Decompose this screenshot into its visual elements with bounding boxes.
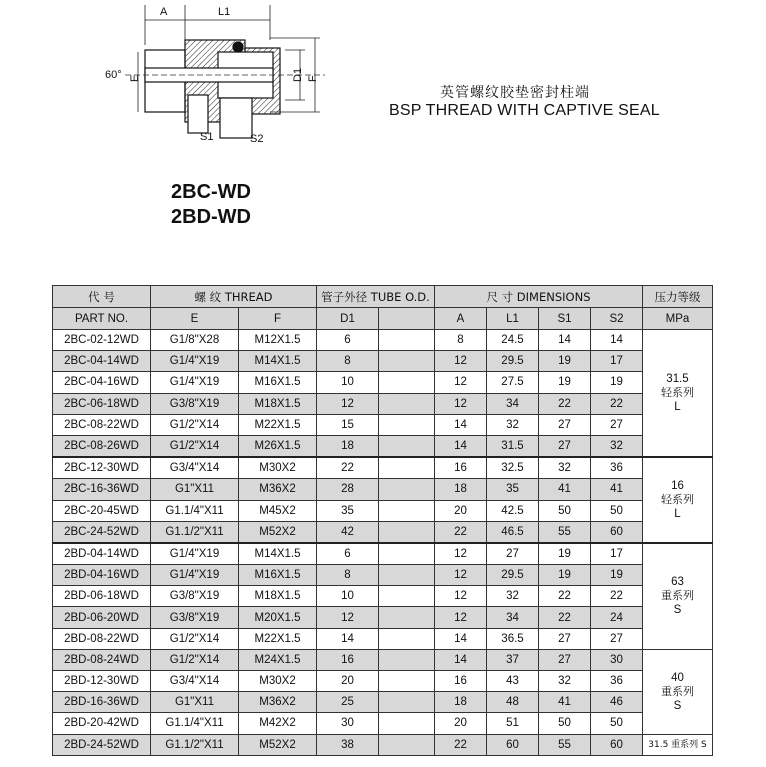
- header-e: E: [151, 308, 239, 330]
- cell-dim-s2: 41: [591, 479, 643, 500]
- cell-dim-l1: 48: [487, 692, 539, 713]
- cell-dim-s2: 19: [591, 372, 643, 393]
- pressure-value: 16: [671, 480, 684, 492]
- cell-tube-d1: 25: [317, 692, 379, 713]
- header-row-2: [53, 308, 713, 330]
- cell-dim-l1: 37: [487, 649, 539, 670]
- cell-thread-f: M30X2: [239, 671, 317, 692]
- cell-tube-blank: [379, 586, 435, 607]
- cell-tube-d1: 38: [317, 734, 379, 755]
- cell-dim-s1: 27: [539, 649, 591, 670]
- cell-dim-a: 14: [435, 628, 487, 649]
- cell-tube-d1: 8: [317, 351, 379, 372]
- cell-tube-blank: [379, 457, 435, 479]
- table-row: [53, 351, 713, 372]
- cell-tube-d1: 18: [317, 435, 379, 457]
- cell-tube-blank: [379, 565, 435, 586]
- cell-part-no: 2BC-04-16WD: [53, 372, 151, 393]
- header-mpa: MPa: [643, 308, 713, 330]
- table-row: [53, 565, 713, 586]
- model-name-2bd: 2BD-WD: [171, 206, 251, 228]
- cell-thread-e: G1/2"X14: [151, 435, 239, 457]
- cell-dim-s2: 46: [591, 692, 643, 713]
- pressure-code: L: [674, 401, 681, 414]
- cell-tube-blank: [379, 393, 435, 414]
- cell-dim-s1: 32: [539, 671, 591, 692]
- pressure-group: [643, 330, 713, 458]
- cell-part-no: 2BD-04-16WD: [53, 565, 151, 586]
- cell-dim-s1: 32: [539, 457, 591, 479]
- pressure-group: [643, 734, 713, 755]
- cell-tube-blank: [379, 671, 435, 692]
- fitting-technical-drawing: [100, 0, 340, 150]
- cell-dim-s1: 19: [539, 543, 591, 565]
- header-s2: S2: [591, 308, 643, 330]
- cell-thread-f: M26X1.5: [239, 435, 317, 457]
- cell-dim-a: 14: [435, 649, 487, 670]
- cell-tube-d1: 14: [317, 628, 379, 649]
- cell-part-no: 2BD-12-30WD: [53, 671, 151, 692]
- header-pressure: 压力等级: [643, 286, 713, 308]
- cell-dim-s2: 36: [591, 671, 643, 692]
- cell-tube-blank: [379, 414, 435, 435]
- cell-dim-s1: 27: [539, 414, 591, 435]
- cell-thread-e: G1/8"X28: [151, 330, 239, 351]
- cell-thread-f: M12X1.5: [239, 330, 317, 351]
- cell-dim-s1: 19: [539, 351, 591, 372]
- cell-thread-e: G1/2"X14: [151, 628, 239, 649]
- cell-dim-s1: 50: [539, 500, 591, 521]
- cell-dim-s2: 32: [591, 435, 643, 457]
- cell-tube-d1: 28: [317, 479, 379, 500]
- cell-dim-l1: 29.5: [487, 565, 539, 586]
- cell-thread-f: M14X1.5: [239, 351, 317, 372]
- header-thread: 螺 纹 THREAD: [151, 286, 317, 308]
- table-row: [53, 607, 713, 628]
- cell-dim-a: 12: [435, 543, 487, 565]
- cell-tube-blank: [379, 713, 435, 734]
- table-row: [53, 628, 713, 649]
- dim-label-e: E: [129, 74, 141, 82]
- cell-dim-s1: 55: [539, 521, 591, 543]
- cell-tube-blank: [379, 500, 435, 521]
- header-row-1: [53, 286, 713, 308]
- cell-dim-l1: 34: [487, 393, 539, 414]
- cell-dim-a: 12: [435, 586, 487, 607]
- cell-tube-d1: 20: [317, 671, 379, 692]
- cell-dim-a: 12: [435, 351, 487, 372]
- cell-dim-a: 12: [435, 372, 487, 393]
- cell-dim-l1: 32.5: [487, 457, 539, 479]
- cell-thread-e: G1.1/4"X11: [151, 500, 239, 521]
- cell-dim-a: 12: [435, 393, 487, 414]
- table-row: [53, 734, 713, 755]
- cell-dim-s2: 19: [591, 565, 643, 586]
- header-code: 代 号: [53, 286, 151, 308]
- pressure-series: 重系列: [661, 589, 694, 603]
- cell-tube-blank: [379, 521, 435, 543]
- cell-thread-f: M52X2: [239, 521, 317, 543]
- cell-dim-s2: 36: [591, 457, 643, 479]
- cell-dim-s1: 14: [539, 330, 591, 351]
- cell-thread-f: M18X1.5: [239, 393, 317, 414]
- cell-dim-l1: 32: [487, 414, 539, 435]
- cell-thread-f: M14X1.5: [239, 543, 317, 565]
- cell-part-no: 2BC-08-22WD: [53, 414, 151, 435]
- cell-part-no: 2BD-24-52WD: [53, 734, 151, 755]
- table-row: [53, 713, 713, 734]
- pressure-value: 63: [671, 576, 684, 589]
- cell-part-no: 2BC-16-36WD: [53, 479, 151, 500]
- pressure-code: L: [674, 508, 681, 520]
- table-row: [53, 500, 713, 521]
- table-row: [53, 372, 713, 393]
- cell-thread-e: G1.1/2"X11: [151, 521, 239, 543]
- header-d1: D1: [317, 308, 379, 330]
- dim-label-l1: L1: [218, 6, 231, 18]
- cell-thread-e: G1/4"X19: [151, 351, 239, 372]
- cell-thread-e: G3/4"X14: [151, 671, 239, 692]
- cell-dim-s2: 22: [591, 393, 643, 414]
- cell-part-no: 2BD-06-18WD: [53, 586, 151, 607]
- cell-dim-a: 16: [435, 671, 487, 692]
- cell-thread-f: M20X1.5: [239, 607, 317, 628]
- cell-dim-l1: 43: [487, 671, 539, 692]
- cell-dim-s2: 30: [591, 649, 643, 670]
- cell-dim-l1: 36.5: [487, 628, 539, 649]
- pressure-value: 40: [671, 671, 684, 684]
- cell-part-no: 2BD-16-36WD: [53, 692, 151, 713]
- pressure-group: [643, 649, 713, 734]
- cell-dim-s2: 14: [591, 330, 643, 351]
- cell-tube-blank: [379, 692, 435, 713]
- cell-thread-e: G3/8"X19: [151, 393, 239, 414]
- cell-dim-a: 22: [435, 521, 487, 543]
- cell-thread-e: G3/8"X19: [151, 586, 239, 607]
- cell-part-no: 2BC-04-14WD: [53, 351, 151, 372]
- table-row: [53, 692, 713, 713]
- cell-dim-l1: 35: [487, 479, 539, 500]
- cell-dim-s2: 60: [591, 521, 643, 543]
- cell-thread-e: G1"X11: [151, 479, 239, 500]
- cell-dim-l1: 29.5: [487, 351, 539, 372]
- cell-tube-d1: 42: [317, 521, 379, 543]
- cell-dim-l1: 27: [487, 543, 539, 565]
- cell-dim-s2: 50: [591, 500, 643, 521]
- dim-label-f: F: [307, 75, 319, 82]
- cell-dim-l1: 42.5: [487, 500, 539, 521]
- table-row: [53, 521, 713, 543]
- table-row: [53, 649, 713, 670]
- cell-part-no: 2BC-08-26WD: [53, 435, 151, 457]
- cell-dim-s1: 50: [539, 713, 591, 734]
- pressure-series: 轻系列: [661, 386, 694, 400]
- pressure-group: [643, 543, 713, 649]
- cell-part-no: 2BD-08-22WD: [53, 628, 151, 649]
- cell-part-no: 2BC-12-30WD: [53, 457, 151, 479]
- cell-tube-d1: 12: [317, 607, 379, 628]
- cell-dim-s1: 55: [539, 734, 591, 755]
- cell-tube-d1: 10: [317, 372, 379, 393]
- cell-tube-blank: [379, 628, 435, 649]
- cell-thread-f: M22X1.5: [239, 414, 317, 435]
- cell-part-no: 2BC-02-12WD: [53, 330, 151, 351]
- cell-tube-blank: [379, 607, 435, 628]
- cell-dim-s1: 27: [539, 435, 591, 457]
- fitting-body: [145, 40, 280, 138]
- table-row: [53, 479, 713, 500]
- header-blank: [379, 308, 435, 330]
- pressure-label: 31.5 重系列 S: [648, 740, 707, 751]
- pressure-code: S: [673, 604, 682, 617]
- table-row: [53, 586, 713, 607]
- pressure-series: 重系列: [661, 684, 694, 698]
- cell-dim-l1: 27.5: [487, 372, 539, 393]
- cell-tube-blank: [379, 330, 435, 351]
- table-row: [53, 671, 713, 692]
- cell-tube-blank: [379, 372, 435, 393]
- cell-tube-d1: 10: [317, 586, 379, 607]
- cell-dim-a: 14: [435, 414, 487, 435]
- cell-tube-blank: [379, 351, 435, 372]
- cell-tube-blank: [379, 435, 435, 457]
- cell-dim-a: 18: [435, 692, 487, 713]
- cell-dim-s2: 17: [591, 351, 643, 372]
- cell-dim-l1: 31.5: [487, 435, 539, 457]
- cell-part-no: 2BD-08-24WD: [53, 649, 151, 670]
- cell-dim-s1: 19: [539, 565, 591, 586]
- cell-thread-e: G1/4"X19: [151, 543, 239, 565]
- cell-dim-s1: 22: [539, 393, 591, 414]
- cell-dim-l1: 51: [487, 713, 539, 734]
- cell-dim-a: 14: [435, 435, 487, 457]
- cell-thread-e: G3/8"X19: [151, 607, 239, 628]
- header-tube: 管子外径 TUBE O.D.: [317, 286, 435, 308]
- cell-thread-e: G1/4"X19: [151, 372, 239, 393]
- table-row: [53, 414, 713, 435]
- cell-tube-d1: 12: [317, 393, 379, 414]
- header-f: F: [239, 308, 317, 330]
- table-row: [53, 457, 713, 479]
- cell-dim-a: 8: [435, 330, 487, 351]
- cell-thread-f: M30X2: [239, 457, 317, 479]
- cell-tube-d1: 22: [317, 457, 379, 479]
- cell-part-no: 2BD-04-14WD: [53, 543, 151, 565]
- cell-thread-f: M24X1.5: [239, 649, 317, 670]
- cell-tube-d1: 6: [317, 543, 379, 565]
- header-part-no: PART NO.: [53, 308, 151, 330]
- cell-dim-s2: 27: [591, 628, 643, 649]
- cell-dim-s1: 27: [539, 628, 591, 649]
- cell-dim-l1: 60: [487, 734, 539, 755]
- cell-dim-l1: 34: [487, 607, 539, 628]
- table-row: [53, 393, 713, 414]
- cell-thread-e: G1/2"X14: [151, 414, 239, 435]
- pressure-group: [643, 457, 713, 543]
- cell-tube-blank: [379, 543, 435, 565]
- cell-part-no: 2BC-06-18WD: [53, 393, 151, 414]
- cell-thread-f: M36X2: [239, 479, 317, 500]
- cell-tube-d1: 16: [317, 649, 379, 670]
- cell-tube-d1: 15: [317, 414, 379, 435]
- dim-label-angle: 60°: [105, 69, 122, 81]
- cell-thread-f: M18X1.5: [239, 586, 317, 607]
- cell-dim-a: 16: [435, 457, 487, 479]
- cell-part-no: 2BC-24-52WD: [53, 521, 151, 543]
- header-dimensions: 尺 寸 DIMENSIONS: [435, 286, 643, 308]
- cell-thread-e: G1/4"X19: [151, 565, 239, 586]
- cell-dim-s1: 22: [539, 607, 591, 628]
- dim-label-s1: S1: [200, 131, 214, 143]
- cell-dim-s1: 22: [539, 586, 591, 607]
- cell-dim-a: 12: [435, 565, 487, 586]
- cell-thread-f: M16X1.5: [239, 372, 317, 393]
- cell-dim-s1: 41: [539, 479, 591, 500]
- cell-dim-l1: 24.5: [487, 330, 539, 351]
- model-name-2bc: 2BC-WD: [171, 181, 251, 203]
- cell-thread-e: G1"X11: [151, 692, 239, 713]
- cell-dim-s1: 19: [539, 372, 591, 393]
- cell-thread-f: M16X1.5: [239, 565, 317, 586]
- cell-thread-f: M36X2: [239, 692, 317, 713]
- cell-tube-blank: [379, 649, 435, 670]
- dim-label-a: A: [160, 6, 168, 18]
- pressure-code: S: [673, 699, 682, 712]
- dim-label-d1: D1: [292, 67, 304, 82]
- cell-thread-e: G1/2"X14: [151, 649, 239, 670]
- cell-dim-s2: 27: [591, 414, 643, 435]
- pressure-series: 轻系列: [661, 493, 694, 506]
- cell-tube-blank: [379, 734, 435, 755]
- pressure-value: 31.5: [666, 373, 689, 386]
- cell-part-no: 2BD-20-42WD: [53, 713, 151, 734]
- cell-thread-f: M52X2: [239, 734, 317, 755]
- cell-dim-a: 22: [435, 734, 487, 755]
- title-chinese: 英管螺纹胶垫密封柱端: [440, 85, 590, 101]
- cell-dim-s1: 41: [539, 692, 591, 713]
- cell-thread-f: M42X2: [239, 713, 317, 734]
- cell-part-no: 2BD-06-20WD: [53, 607, 151, 628]
- cell-dim-s2: 24: [591, 607, 643, 628]
- cell-tube-d1: 6: [317, 330, 379, 351]
- cell-thread-f: M45X2: [239, 500, 317, 521]
- title-english: BSP THREAD WITH CAPTIVE SEAL: [389, 102, 660, 119]
- cell-tube-d1: 8: [317, 565, 379, 586]
- cell-dim-a: 12: [435, 607, 487, 628]
- cell-dim-s2: 17: [591, 543, 643, 565]
- cell-thread-e: G1.1/4"X11: [151, 713, 239, 734]
- table-row: [53, 435, 713, 457]
- cell-tube-d1: 35: [317, 500, 379, 521]
- cell-part-no: 2BC-20-45WD: [53, 500, 151, 521]
- cell-dim-a: 18: [435, 479, 487, 500]
- header-s1: S1: [539, 308, 591, 330]
- cell-tube-blank: [379, 479, 435, 500]
- dim-label-s2: S2: [250, 133, 264, 145]
- cell-dim-a: 20: [435, 713, 487, 734]
- cell-dim-l1: 32: [487, 586, 539, 607]
- cell-dim-s2: 60: [591, 734, 643, 755]
- spec-table: [52, 285, 713, 756]
- header-l1: L1: [487, 308, 539, 330]
- cell-dim-l1: 46.5: [487, 521, 539, 543]
- cell-tube-d1: 30: [317, 713, 379, 734]
- table-row: [53, 543, 713, 565]
- cell-thread-e: G3/4"X14: [151, 457, 239, 479]
- table-row: [53, 330, 713, 351]
- cell-thread-f: M22X1.5: [239, 628, 317, 649]
- cell-dim-s2: 50: [591, 713, 643, 734]
- cell-dim-s2: 22: [591, 586, 643, 607]
- cell-thread-e: G1.1/2"X11: [151, 734, 239, 755]
- cell-dim-a: 20: [435, 500, 487, 521]
- header-a: A: [435, 308, 487, 330]
